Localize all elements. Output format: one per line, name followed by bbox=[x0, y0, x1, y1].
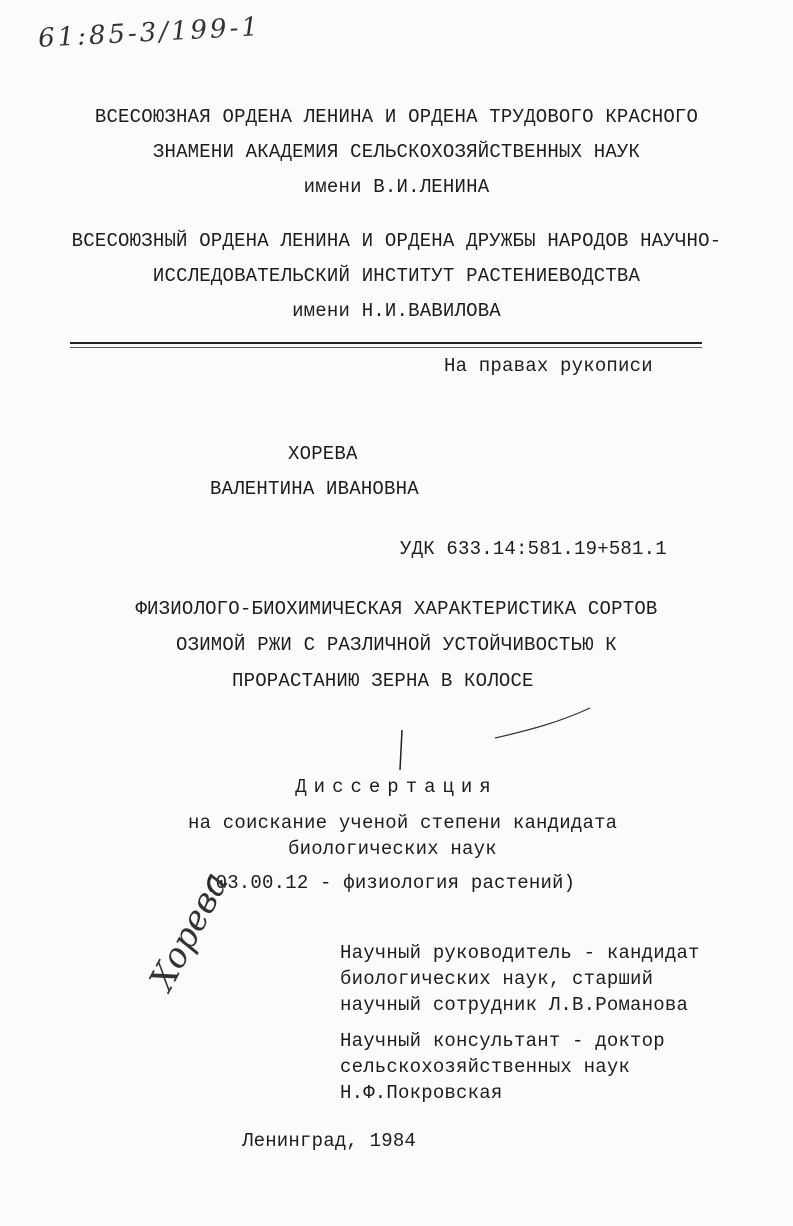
supervisor-line-1: Научный руководитель - кандидат bbox=[340, 942, 700, 964]
consultant-line-2: сельскохозяйственных наук bbox=[340, 1056, 631, 1078]
consultant-line-3: Н.Ф.Покровская bbox=[340, 1082, 503, 1104]
institution-1-line-1: ВСЕСОЮЗНАЯ ОРДЕНА ЛЕНИНА И ОРДЕНА ТРУДОВОГО КРАСНОГО bbox=[94, 106, 699, 128]
title-line-2: ОЗИМОЙ РЖИ С РАЗЛИЧНОЙ УСТОЙЧИВОСТЬЮ К bbox=[176, 634, 617, 656]
author-surname: ХОРЕВА bbox=[288, 443, 358, 465]
archive-code-handwritten: 61:85-3/199-1 bbox=[37, 12, 262, 54]
institution-2-line-3: имени Н.И.ВАВИЛОВА bbox=[292, 300, 501, 322]
udc-code: УДК 633.14:581.19+581.1 bbox=[400, 538, 667, 560]
degree-line-2: биологических наук bbox=[288, 838, 497, 860]
title-line-1: ФИЗИОЛОГО-БИОХИМИЧЕСКАЯ ХАРАКТЕРИСТИКА СОРТОВ bbox=[135, 598, 658, 620]
author-signature: Хорева bbox=[142, 866, 237, 997]
pen-mark-vertical bbox=[400, 730, 402, 770]
institution-1-line-3: имени В.И.ЛЕНИНА bbox=[303, 176, 490, 198]
pen-mark-stroke bbox=[495, 708, 590, 738]
institution-2-line-2: ИССЛЕДОВАТЕЛЬСКИЙ ИНСТИТУТ РАСТЕНИЕВОДСТВА bbox=[152, 265, 641, 287]
institution-2-line-1: ВСЕСОЮЗНЫЙ ОРДЕНА ЛЕНИНА И ОРДЕНА ДРУЖБЫ НАРОДОВ НАУЧНО- bbox=[71, 230, 722, 252]
supervisor-line-3: научный сотрудник Л.В.Романова bbox=[340, 994, 689, 1016]
degree-line-1: на соискание ученой степени кандидата bbox=[188, 812, 618, 834]
title-line-3: ПРОРАСТАНИЮ ЗЕРНА В КОЛОСЕ bbox=[232, 670, 534, 692]
manuscript-rights: На правах рукописи bbox=[444, 355, 653, 377]
consultant-line-1: Научный консультант - доктор bbox=[340, 1030, 665, 1052]
institution-1-line-2: ЗНАМЕНИ АКАДЕМИЯ СЕЛЬСКОХОЗЯЙСТВЕННЫХ НАУК bbox=[152, 141, 641, 163]
author-given-names: ВАЛЕНТИНА ИВАНОВНА bbox=[210, 478, 419, 500]
supervisor-line-2: биологических наук, старший bbox=[340, 968, 654, 990]
work-type: Диссертация bbox=[295, 776, 498, 798]
place-year: Ленинград, 1984 bbox=[242, 1130, 417, 1152]
degree-line-3: (03.00.12 - физиология растений) bbox=[204, 872, 576, 894]
